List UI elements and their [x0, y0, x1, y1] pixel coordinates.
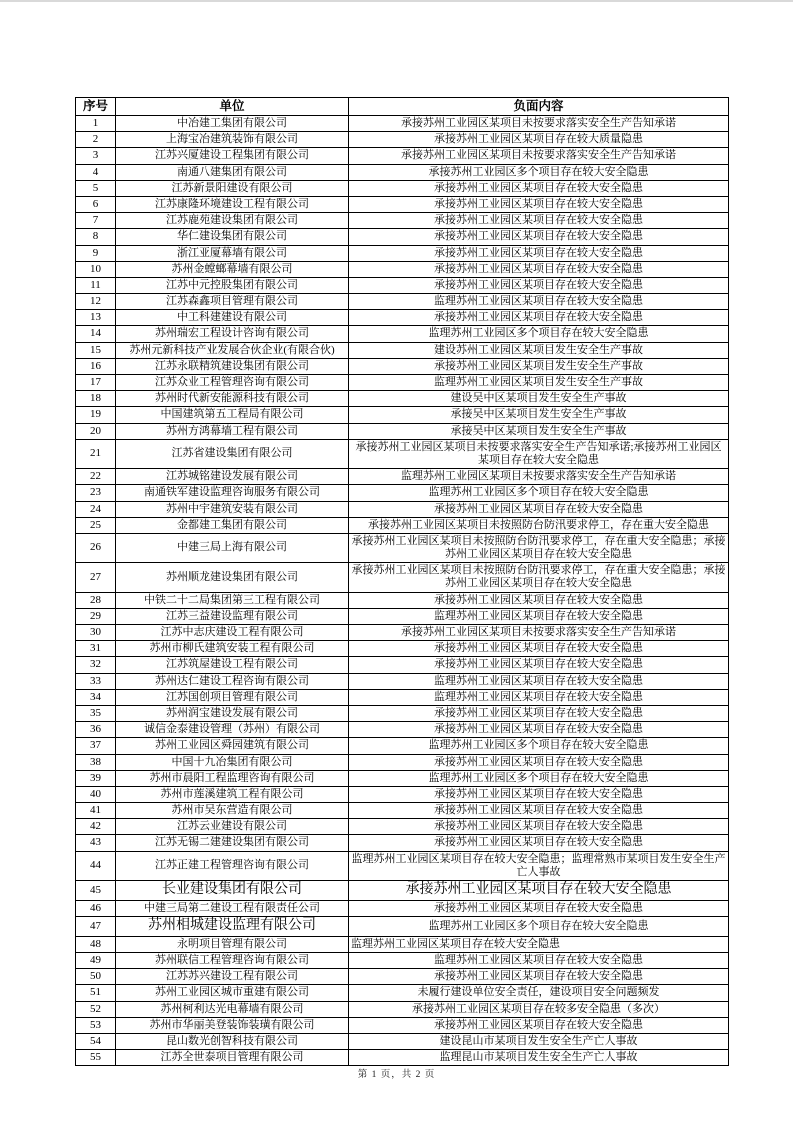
- table-row: [76, 375, 729, 391]
- cell-negative-content: 承接苏州工业园区多个项目存在较大安全隐患: [349, 164, 729, 180]
- column-header-negative-content: 负面内容: [349, 98, 729, 116]
- cell-unit: 中建三局第二建设工程有限责任公司: [116, 900, 349, 916]
- cell-unit: 浙江亚厦幕墙有限公司: [116, 245, 349, 261]
- cell-unit: 江苏康隆环境建设工程有限公司: [116, 196, 349, 212]
- table-row: [76, 900, 729, 916]
- cell-negative-content: 监理苏州工业园区某项目存在较大安全隐患；监理常熟市某项目发生安全生产亡人事故: [349, 851, 729, 880]
- cell-index: 16: [76, 358, 116, 374]
- cell-unit: 苏州市吴东营造有限公司: [116, 803, 349, 819]
- cell-negative-content: 监理苏州工业园区多个项目存在较大安全隐患: [349, 326, 729, 342]
- negative-record-table: [75, 97, 729, 1066]
- cell-negative-content: 承接苏州工业园区某项目存在较大安全隐患: [349, 310, 729, 326]
- cell-unit: 苏州工业园区城市重建有限公司: [116, 985, 349, 1001]
- table-row: [76, 164, 729, 180]
- table-row: [76, 803, 729, 819]
- table-row: [76, 952, 729, 968]
- cell-negative-content: 承接苏州工业园区某项目存在较大安全隐患: [349, 1017, 729, 1033]
- cell-index: 3: [76, 148, 116, 164]
- cell-index: 55: [76, 1050, 116, 1066]
- cell-index: 20: [76, 423, 116, 439]
- cell-unit: 永明项目管理有限公司: [116, 936, 349, 952]
- table-row: [76, 148, 729, 164]
- cell-unit: 江苏三益建设监理有限公司: [116, 608, 349, 624]
- column-header-unit: 单位: [116, 98, 349, 116]
- cell-negative-content: 承接苏州工业园区某项目存在较大安全隐患: [349, 641, 729, 657]
- cell-negative-content: 监理苏州工业园区某项目发生安全生产事故: [349, 375, 729, 391]
- cell-negative-content: 承接苏州工业园区某项目未按照防台防汛要求停工，存在重大安全隐患；承接苏州工业园区某项目存在较大安全隐患: [349, 563, 729, 592]
- cell-negative-content: 监理苏州工业园区多个项目存在较大安全隐患: [349, 770, 729, 786]
- table-row: [76, 358, 729, 374]
- cell-unit: 金都建工集团有限公司: [116, 517, 349, 533]
- cell-negative-content: 未履行建设单位安全责任，建设项目安全问题频发: [349, 985, 729, 1001]
- cell-negative-content: 承接苏州工业园区某项目存在较大安全隐患: [349, 180, 729, 196]
- cell-index: 14: [76, 326, 116, 342]
- cell-negative-content: 承接苏州工业园区某项目存在较大安全隐患: [349, 229, 729, 245]
- cell-unit: 中工科建建设有限公司: [116, 310, 349, 326]
- cell-negative-content: 承接苏州工业园区某项目存在较大安全隐患: [349, 592, 729, 608]
- table-row: [76, 1033, 729, 1049]
- cell-unit: 中铁二十二局集团第三工程有限公司: [116, 592, 349, 608]
- cell-negative-content: 建设吴中区某项目发生安全生产事故: [349, 391, 729, 407]
- cell-negative-content: 承接吴中区某项目发生安全生产事故: [349, 423, 729, 439]
- cell-negative-content: 监理苏州工业园区某项目存在较大安全隐患: [349, 608, 729, 624]
- screenshot-top-edge: [0, 0, 793, 2]
- cell-index: 48: [76, 936, 116, 952]
- cell-negative-content: 承接苏州工业园区某项目未按要求落实安全生产告知承诺;承接苏州工业园区某项目存在较大安全隐患: [349, 439, 729, 468]
- cell-negative-content: 承接苏州工业园区某项目存在较大安全隐患: [349, 754, 729, 770]
- cell-index: 1: [76, 116, 116, 132]
- cell-negative-content: 承接苏州工业园区某项目未按要求落实安全生产告知承诺: [349, 116, 729, 132]
- cell-negative-content: 监理昆山市某项目发生安全生产亡人事故: [349, 1050, 729, 1066]
- cell-negative-content: 监理苏州工业园区多个项目存在较大安全隐患: [349, 738, 729, 754]
- table-row: [76, 689, 729, 705]
- cell-index: 6: [76, 196, 116, 212]
- cell-unit: 中国建筑第五工程局有限公司: [116, 407, 349, 423]
- cell-unit: 苏州市华丽美登装饰装璜有限公司: [116, 1017, 349, 1033]
- table-row: [76, 969, 729, 985]
- cell-unit: 苏州工业园区舜园建筑有限公司: [116, 738, 349, 754]
- cell-index: 24: [76, 501, 116, 517]
- cell-index: 36: [76, 722, 116, 738]
- cell-index: 17: [76, 375, 116, 391]
- table-row: [76, 261, 729, 277]
- table-row: [76, 229, 729, 245]
- cell-negative-content: 承接苏州工业园区某项目存在较大安全隐患: [349, 722, 729, 738]
- table-row: [76, 1001, 729, 1017]
- cell-index: 34: [76, 689, 116, 705]
- cell-unit: 江苏永联精筑建设集团有限公司: [116, 358, 349, 374]
- table-row: [76, 116, 729, 132]
- cell-index: 51: [76, 985, 116, 1001]
- table-row: [76, 180, 729, 196]
- cell-index: 13: [76, 310, 116, 326]
- cell-index: 26: [76, 533, 116, 562]
- table-row: [76, 342, 729, 358]
- cell-negative-content: 监理苏州工业园区多个项目存在较大安全隐患: [349, 485, 729, 501]
- cell-index: 39: [76, 770, 116, 786]
- cell-unit: 苏州柯利达光电幕墙有限公司: [116, 1001, 349, 1017]
- table-row: [76, 533, 729, 562]
- cell-index: 21: [76, 439, 116, 468]
- cell-negative-content: 承接苏州工业园区某项目未按要求落实安全生产告知承诺: [349, 148, 729, 164]
- cell-index: 30: [76, 625, 116, 641]
- cell-negative-content: 承接苏州工业园区某项目发生安全生产事故: [349, 358, 729, 374]
- table-row: [76, 423, 729, 439]
- cell-negative-content: 承接苏州工业园区某项目存在较大质量隐患: [349, 132, 729, 148]
- cell-unit: 苏州市晨阳工程监理咨询有限公司: [116, 770, 349, 786]
- cell-negative-content: 承接苏州工业园区某项目存在较大安全隐患: [349, 819, 729, 835]
- cell-index: 28: [76, 592, 116, 608]
- cell-negative-content: 承接苏州工业园区某项目未按照防台防汛要求停工，存在重大安全隐患；承接苏州工业园区某项目存在较大安全隐患: [349, 533, 729, 562]
- table-row: [76, 851, 729, 880]
- table-row: [76, 1017, 729, 1033]
- cell-negative-content: 承接苏州工业园区某项目存在较大安全隐患: [349, 900, 729, 916]
- table-row: [76, 608, 729, 624]
- table-row: [76, 501, 729, 517]
- cell-unit: 苏州顺龙建设集团有限公司: [116, 563, 349, 592]
- cell-unit: 江苏全世泰项目管理有限公司: [116, 1050, 349, 1066]
- cell-index: 32: [76, 657, 116, 673]
- cell-negative-content: 监理苏州工业园区某项目存在较大安全隐患: [349, 936, 729, 952]
- cell-negative-content: 建设昆山市某项目发生安全生产亡人事故: [349, 1033, 729, 1049]
- cell-index: 38: [76, 754, 116, 770]
- table-row: [76, 1050, 729, 1066]
- table-header-row: [76, 98, 729, 116]
- cell-negative-content: 承接苏州工业园区某项目存在较大安全隐患: [349, 881, 729, 901]
- cell-index: 44: [76, 851, 116, 880]
- cell-negative-content: 监理苏州工业园区多个项目存在较大安全隐患: [349, 916, 729, 936]
- table-row: [76, 754, 729, 770]
- cell-unit: 华仁建设集团有限公司: [116, 229, 349, 245]
- cell-index: 54: [76, 1033, 116, 1049]
- cell-negative-content: 承接苏州工业园区某项目存在较大安全隐患: [349, 657, 729, 673]
- cell-index: 49: [76, 952, 116, 968]
- table-row: [76, 881, 729, 901]
- cell-unit: 苏州相城建设监理有限公司: [116, 916, 349, 936]
- cell-negative-content: 建设苏州工业园区某项目发生安全生产事故: [349, 342, 729, 358]
- cell-negative-content: 承接苏州工业园区某项目存在较大安全隐患: [349, 245, 729, 261]
- cell-index: 45: [76, 881, 116, 901]
- table-row: [76, 469, 729, 485]
- cell-negative-content: 承接苏州工业园区某项目存在较大安全隐患: [349, 803, 729, 819]
- table-row: [76, 310, 729, 326]
- cell-negative-content: 承接苏州工业园区某项目存在较大安全隐患: [349, 705, 729, 721]
- cell-negative-content: 承接苏州工业园区某项目存在较多安全隐患（多次）: [349, 1001, 729, 1017]
- cell-unit: 江苏兴厦建设工程集团有限公司: [116, 148, 349, 164]
- table-row: [76, 625, 729, 641]
- cell-unit: 苏州瑞宏工程设计咨询有限公司: [116, 326, 349, 342]
- table-row: [76, 819, 729, 835]
- cell-index: 46: [76, 900, 116, 916]
- cell-unit: 中冶建工集团有限公司: [116, 116, 349, 132]
- cell-negative-content: 监理苏州工业园区某项目存在较大安全隐患: [349, 673, 729, 689]
- cell-unit: 苏州联信工程管理咨询有限公司: [116, 952, 349, 968]
- cell-index: 40: [76, 786, 116, 802]
- table-row: [76, 770, 729, 786]
- page-number-footer: 第 1 页，共 2 页: [357, 1070, 436, 1080]
- cell-negative-content: 承接苏州工业园区某项目存在较大安全隐患: [349, 501, 729, 517]
- cell-negative-content: 承接吴中区某项目发生安全生产事故: [349, 407, 729, 423]
- table-row: [76, 916, 729, 936]
- cell-unit: 苏州达仁建设工程咨询有限公司: [116, 673, 349, 689]
- cell-unit: 江苏无锡二建建设集团有限公司: [116, 835, 349, 851]
- cell-unit: 江苏鹿苑建设集团有限公司: [116, 213, 349, 229]
- cell-unit: 江苏云业建设有限公司: [116, 819, 349, 835]
- cell-unit: 苏州金螳螂幕墙有限公司: [116, 261, 349, 277]
- cell-unit: 江苏国创项目管理有限公司: [116, 689, 349, 705]
- cell-unit: 江苏中元控股集团有限公司: [116, 277, 349, 293]
- table-row: [76, 439, 729, 468]
- table-row: [76, 738, 729, 754]
- cell-index: 5: [76, 180, 116, 196]
- cell-index: 42: [76, 819, 116, 835]
- cell-unit: 上海宝冶建筑装饰有限公司: [116, 132, 349, 148]
- cell-index: 25: [76, 517, 116, 533]
- cell-index: 2: [76, 132, 116, 148]
- cell-unit: 江苏正建工程管理咨询有限公司: [116, 851, 349, 880]
- cell-negative-content: 监理苏州工业园区某项目存在较大安全隐患: [349, 689, 729, 705]
- cell-unit: 南通铁军建设监理咨询服务有限公司: [116, 485, 349, 501]
- table-row: [76, 132, 729, 148]
- cell-unit: 中建三局上海有限公司: [116, 533, 349, 562]
- cell-negative-content: 监理苏州工业园区某项目未按要求落实安全生产告知承诺: [349, 469, 729, 485]
- table-row: [76, 326, 729, 342]
- cell-negative-content: 承接苏州工业园区某项目存在较大安全隐患: [349, 261, 729, 277]
- cell-unit: 苏州方鸿幕墙工程有限公司: [116, 423, 349, 439]
- cell-unit: 昆山数光创智科技有限公司: [116, 1033, 349, 1049]
- cell-index: 7: [76, 213, 116, 229]
- table-row: [76, 722, 729, 738]
- cell-index: 22: [76, 469, 116, 485]
- cell-unit: 江苏森鑫项目管理有限公司: [116, 294, 349, 310]
- cell-index: 37: [76, 738, 116, 754]
- cell-negative-content: 监理苏州工业园区某项目存在较大安全隐患: [349, 294, 729, 310]
- table-row: [76, 592, 729, 608]
- cell-index: 15: [76, 342, 116, 358]
- table-row: [76, 936, 729, 952]
- cell-index: 18: [76, 391, 116, 407]
- cell-unit: 苏州时代新安能源科技有限公司: [116, 391, 349, 407]
- column-header-index: 序号: [76, 98, 116, 116]
- cell-unit: 苏州市柳氏建筑安装工程有限公司: [116, 641, 349, 657]
- table-row: [76, 517, 729, 533]
- cell-index: 27: [76, 563, 116, 592]
- table-row: [76, 563, 729, 592]
- cell-unit: 江苏城铭建设发展有限公司: [116, 469, 349, 485]
- cell-negative-content: 承接苏州工业园区某项目未按要求落实安全生产告知承诺: [349, 625, 729, 641]
- cell-negative-content: 承接苏州工业园区某项目未按照防台防汛要求停工，存在重大安全隐患: [349, 517, 729, 533]
- table-row: [76, 657, 729, 673]
- cell-unit: 江苏省建设集团有限公司: [116, 439, 349, 468]
- cell-index: 53: [76, 1017, 116, 1033]
- cell-unit: 苏州元新科技产业发展合伙企业(有限合伙): [116, 342, 349, 358]
- cell-unit: 江苏苏兴建设工程有限公司: [116, 969, 349, 985]
- cell-unit: 诚信金泰建设管理（苏州）有限公司: [116, 722, 349, 738]
- cell-negative-content: 承接苏州工业园区某项目存在较大安全隐患: [349, 969, 729, 985]
- cell-index: 43: [76, 835, 116, 851]
- cell-index: 10: [76, 261, 116, 277]
- cell-unit: 中国十九冶集团有限公司: [116, 754, 349, 770]
- cell-index: 52: [76, 1001, 116, 1017]
- table-row: [76, 485, 729, 501]
- cell-index: 19: [76, 407, 116, 423]
- cell-index: 35: [76, 705, 116, 721]
- cell-index: 8: [76, 229, 116, 245]
- cell-negative-content: 承接苏州工业园区某项目存在较大安全隐患: [349, 835, 729, 851]
- cell-unit: 江苏众业工程管理咨询有限公司: [116, 375, 349, 391]
- table-row: [76, 407, 729, 423]
- table-row: [76, 985, 729, 1001]
- cell-index: 12: [76, 294, 116, 310]
- cell-unit: 南通八建集团有限公司: [116, 164, 349, 180]
- cell-negative-content: 承接苏州工业园区某项目存在较大安全隐患: [349, 277, 729, 293]
- cell-unit: 江苏中志庆建设工程有限公司: [116, 625, 349, 641]
- cell-unit: 苏州中宇建筑安装有限公司: [116, 501, 349, 517]
- table-row: [76, 673, 729, 689]
- cell-negative-content: 监理苏州工业园区某项目存在较大安全隐患: [349, 952, 729, 968]
- cell-unit: 江苏新景阳建设有限公司: [116, 180, 349, 196]
- table-row: [76, 835, 729, 851]
- table-row: [76, 245, 729, 261]
- cell-index: 4: [76, 164, 116, 180]
- cell-index: 9: [76, 245, 116, 261]
- table-row: [76, 641, 729, 657]
- cell-index: 50: [76, 969, 116, 985]
- cell-index: 23: [76, 485, 116, 501]
- table-row: [76, 213, 729, 229]
- table-row: [76, 705, 729, 721]
- cell-index: 33: [76, 673, 116, 689]
- cell-index: 41: [76, 803, 116, 819]
- table-row: [76, 294, 729, 310]
- cell-unit: 长业建设集团有限公司: [116, 881, 349, 901]
- table-row: [76, 786, 729, 802]
- cell-index: 47: [76, 916, 116, 936]
- cell-unit: 苏州润宝建设发展有限公司: [116, 705, 349, 721]
- cell-negative-content: 承接苏州工业园区某项目存在较大安全隐患: [349, 213, 729, 229]
- table-row: [76, 391, 729, 407]
- cell-unit: 苏州市莲溪建筑工程有限公司: [116, 786, 349, 802]
- cell-index: 31: [76, 641, 116, 657]
- cell-unit: 江苏筑屋建设工程有限公司: [116, 657, 349, 673]
- table-row: [76, 196, 729, 212]
- table-row: [76, 277, 729, 293]
- cell-index: 11: [76, 277, 116, 293]
- document-page: [0, 97, 793, 1080]
- cell-index: 29: [76, 608, 116, 624]
- cell-negative-content: 承接苏州工业园区某项目存在较大安全隐患: [349, 786, 729, 802]
- cell-negative-content: 承接苏州工业园区某项目存在较大安全隐患: [349, 196, 729, 212]
